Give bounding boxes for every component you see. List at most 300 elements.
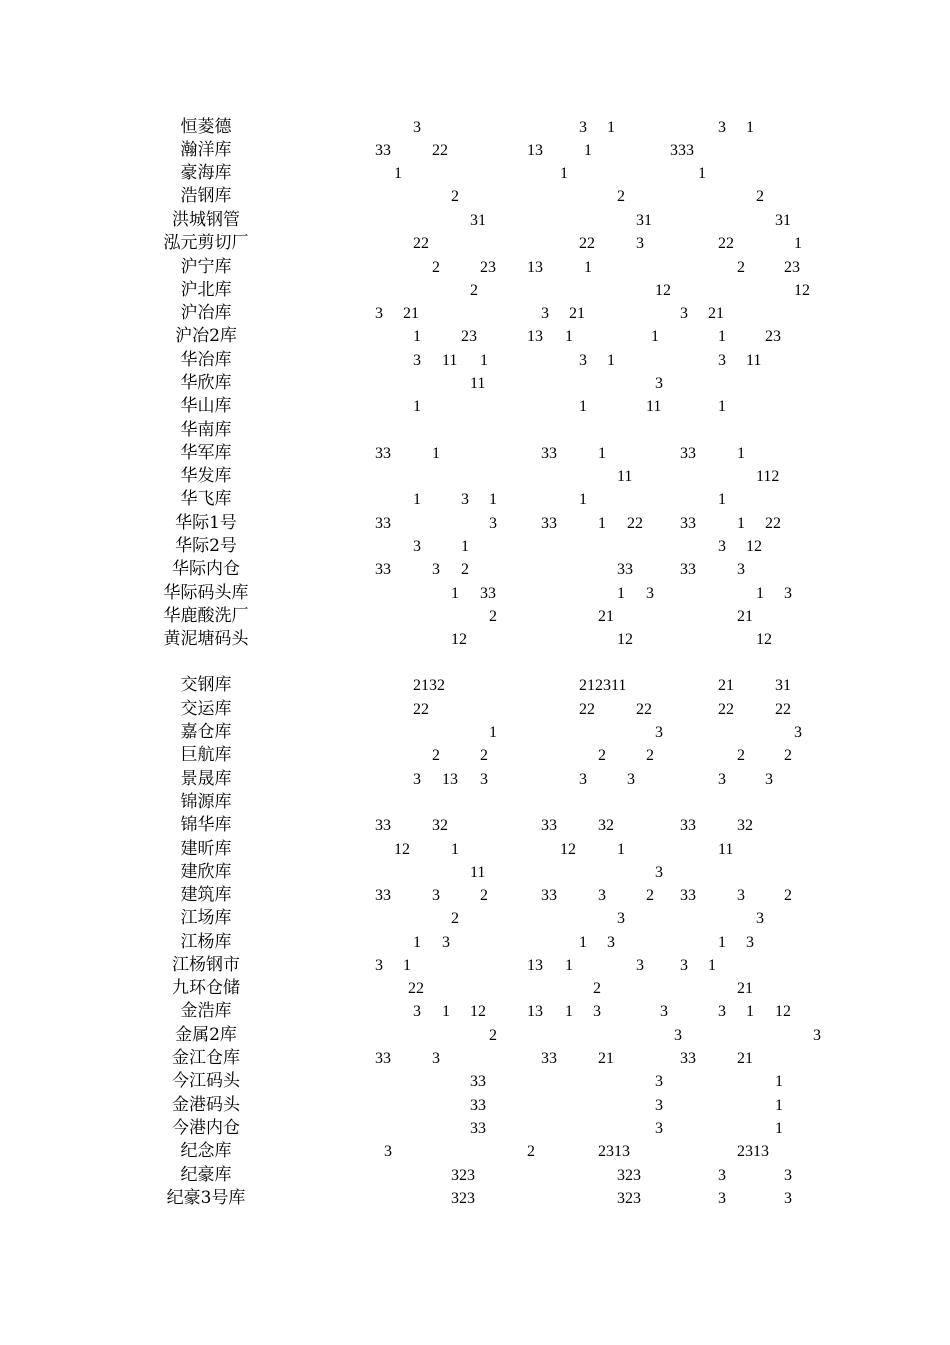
warehouse-name: 华际1号: [175, 513, 237, 533]
code-cell: 1: [708, 957, 716, 974]
code-cell: 31: [470, 212, 486, 229]
table-row: [0, 512, 950, 535]
code-cell: 3: [579, 119, 587, 136]
code-cell: 3: [784, 1190, 792, 1207]
code-cell: 13: [527, 142, 543, 159]
code-cell: 2313: [598, 1143, 630, 1160]
code-cell: 33: [470, 1097, 486, 1114]
table-row: [0, 279, 950, 302]
code-cell: 23: [461, 328, 477, 345]
code-cell: 33: [375, 561, 391, 578]
code-cell: 1: [394, 165, 402, 182]
code-cell: 1: [565, 1003, 573, 1020]
code-cell: 1: [565, 328, 573, 345]
warehouse-name: 沪冶库: [180, 303, 232, 323]
code-cell: 323: [451, 1167, 475, 1184]
table-row: [0, 954, 950, 977]
code-cell: 2: [480, 747, 488, 764]
code-cell: 33: [375, 142, 391, 159]
code-cell: 22: [413, 701, 429, 718]
warehouse-name: 华冶库: [180, 350, 232, 370]
code-cell: 1: [607, 352, 615, 369]
code-cell: 323: [451, 1190, 475, 1207]
code-cell: 11: [718, 841, 734, 858]
code-cell: 1: [718, 934, 726, 951]
code-cell: 33: [541, 817, 557, 834]
code-cell: 33: [680, 561, 696, 578]
code-cell: 112: [756, 468, 780, 485]
code-cell: 1: [403, 957, 411, 974]
warehouse-name: 华欣库: [180, 373, 232, 393]
code-cell: 3: [784, 1167, 792, 1184]
code-cell: 22: [432, 142, 448, 159]
code-cell: 1: [737, 445, 745, 462]
code-cell: 1: [775, 1073, 783, 1090]
table-row: [0, 558, 950, 581]
code-cell: 22: [718, 235, 734, 252]
code-cell: 2: [784, 887, 792, 904]
code-cell: 2: [756, 188, 764, 205]
code-cell: 21: [403, 305, 419, 322]
code-cell: 33: [480, 585, 496, 602]
code-cell: 23: [765, 328, 781, 345]
code-cell: 3: [461, 491, 469, 508]
warehouse-name: 沪北库: [180, 280, 232, 300]
code-cell: 2: [451, 188, 459, 205]
code-cell: 3: [718, 771, 726, 788]
code-cell: 11: [470, 864, 486, 881]
table-row: [0, 791, 950, 814]
code-cell: 1: [461, 538, 469, 555]
code-cell: 33: [541, 887, 557, 904]
code-cell: 2: [737, 259, 745, 276]
warehouse-name: 沪宁库: [180, 257, 232, 277]
code-cell: 31: [636, 212, 652, 229]
code-cell: 3: [413, 1003, 421, 1020]
code-cell: 2: [593, 980, 601, 997]
code-cell: 22: [718, 701, 734, 718]
warehouse-name: 华际2号: [175, 536, 237, 556]
code-cell: 323: [617, 1167, 641, 1184]
code-cell: 3: [737, 561, 745, 578]
code-cell: 3: [680, 957, 688, 974]
table-row: [0, 1140, 950, 1163]
warehouse-name: 华飞库: [180, 489, 232, 509]
warehouse-name: 豪海库: [180, 163, 232, 183]
code-cell: 21: [737, 980, 753, 997]
code-cell: 3: [607, 934, 615, 951]
code-cell: 13: [527, 328, 543, 345]
warehouse-name: 建昕库: [180, 839, 232, 859]
code-cell: 1: [432, 445, 440, 462]
code-cell: 3: [579, 352, 587, 369]
code-cell: 12: [394, 841, 410, 858]
code-cell: 33: [617, 561, 633, 578]
code-cell: 32: [737, 817, 753, 834]
warehouse-name: 嘉仓库: [180, 722, 232, 742]
warehouse-name: 纪豪库: [180, 1165, 232, 1185]
code-cell: 33: [375, 887, 391, 904]
code-cell: 1: [584, 142, 592, 159]
warehouse-name: 九环仓储: [172, 978, 240, 998]
warehouse-name: 瀚洋库: [180, 140, 232, 160]
code-cell: 1: [413, 398, 421, 415]
code-cell: 32: [432, 817, 448, 834]
code-cell: 22: [775, 701, 791, 718]
table-row: [0, 605, 950, 628]
code-cell: 3: [655, 1073, 663, 1090]
warehouse-name: 华南库: [180, 420, 232, 440]
table-row: [0, 185, 950, 208]
warehouse-name: 金江仓库: [172, 1048, 240, 1068]
code-cell: 22: [765, 515, 781, 532]
code-cell: 21: [598, 608, 614, 625]
code-cell: 3: [737, 887, 745, 904]
code-cell: 33: [375, 515, 391, 532]
code-cell: 1: [451, 841, 459, 858]
table-row: [0, 628, 950, 651]
code-cell: 2: [646, 747, 654, 764]
table-row: [0, 139, 950, 162]
table-row: [0, 535, 950, 558]
table-row: [0, 209, 950, 232]
table-row: [0, 1047, 950, 1070]
code-cell: 3: [636, 235, 644, 252]
code-cell: 21: [598, 1050, 614, 1067]
table-row: [0, 838, 950, 861]
table-row: [0, 232, 950, 255]
code-cell: 22: [627, 515, 643, 532]
code-cell: 2313: [737, 1143, 769, 1160]
code-cell: 2: [432, 747, 440, 764]
code-cell: 21: [737, 1050, 753, 1067]
code-cell: 33: [375, 817, 391, 834]
warehouse-name: 江杨库: [180, 932, 232, 952]
code-cell: 3: [718, 1003, 726, 1020]
code-cell: 12: [655, 282, 671, 299]
code-cell: 3: [489, 515, 497, 532]
code-cell: 1: [579, 934, 587, 951]
code-cell: 2: [784, 747, 792, 764]
code-cell: 33: [680, 887, 696, 904]
table-row: [0, 1187, 950, 1210]
code-cell: 1: [651, 328, 659, 345]
warehouse-name: 景晟库: [180, 769, 232, 789]
warehouse-name: 交钢库: [180, 675, 232, 695]
table-row: [0, 349, 950, 372]
code-cell: 3: [718, 352, 726, 369]
warehouse-name: 今港内仓: [172, 1118, 240, 1138]
code-cell: 13: [527, 259, 543, 276]
code-cell: 23: [784, 259, 800, 276]
code-cell: 21: [569, 305, 585, 322]
code-cell: 21: [708, 305, 724, 322]
code-cell: 3: [593, 1003, 601, 1020]
code-cell: 12: [746, 538, 762, 555]
code-cell: 22: [636, 701, 652, 718]
code-cell: 1: [617, 841, 625, 858]
table-row: [0, 325, 950, 348]
code-cell: 3: [413, 538, 421, 555]
warehouse-name: 金港码头: [172, 1095, 240, 1115]
warehouse-name: 恒菱德: [180, 117, 232, 137]
code-cell: 13: [527, 957, 543, 974]
code-cell: 3: [432, 887, 440, 904]
code-cell: 1: [718, 491, 726, 508]
code-cell: 31: [775, 212, 791, 229]
warehouse-name: 锦源库: [180, 792, 232, 812]
code-cell: 1: [413, 491, 421, 508]
code-cell: 11: [470, 375, 486, 392]
warehouse-name: 洪城钢管: [172, 210, 240, 230]
warehouse-name: 华鹿酸洗厂: [163, 606, 249, 626]
code-cell: 3: [655, 1097, 663, 1114]
code-cell: 12: [560, 841, 576, 858]
table-row: [0, 861, 950, 884]
table-row: [0, 256, 950, 279]
warehouse-name: 纪豪3号库: [166, 1188, 246, 1208]
warehouse-name: 华际码头库: [163, 583, 249, 603]
table-row: [0, 1094, 950, 1117]
code-cell: 22: [579, 235, 595, 252]
warehouse-name: 江场库: [180, 908, 232, 928]
warehouse-name: 今江码头: [172, 1071, 240, 1091]
code-cell: 3: [718, 1167, 726, 1184]
table-row: [0, 302, 950, 325]
code-cell: 3: [384, 1143, 392, 1160]
table-row: [0, 116, 950, 139]
code-cell: 11: [746, 352, 762, 369]
table-row: [0, 884, 950, 907]
code-cell: 1: [775, 1120, 783, 1137]
code-cell: 2132: [413, 677, 445, 694]
code-cell: 1: [756, 585, 764, 602]
code-cell: 22: [408, 980, 424, 997]
code-cell: 11: [646, 398, 662, 415]
warehouse-name: 泓元剪切厂: [163, 233, 249, 253]
table-row: [0, 372, 950, 395]
code-cell: 3: [413, 771, 421, 788]
code-cell: 33: [470, 1120, 486, 1137]
table-row: [0, 768, 950, 791]
code-cell: 3: [413, 352, 421, 369]
table-row: [0, 395, 950, 418]
code-cell: 3: [655, 375, 663, 392]
code-cell: 3: [674, 1027, 682, 1044]
code-cell: 1: [718, 398, 726, 415]
code-cell: 13: [442, 771, 458, 788]
code-cell: 21: [718, 677, 734, 694]
code-cell: 333: [670, 142, 694, 159]
code-cell: 1: [718, 328, 726, 345]
code-cell: 31: [775, 677, 791, 694]
warehouse-name: 华发库: [180, 466, 232, 486]
code-cell: 2: [598, 747, 606, 764]
warehouse-name: 锦华库: [180, 815, 232, 835]
code-cell: 1: [579, 491, 587, 508]
code-cell: 23: [480, 259, 496, 276]
code-cell: 11: [617, 468, 633, 485]
code-cell: 1: [607, 119, 615, 136]
code-cell: 3: [680, 305, 688, 322]
table-row: [0, 931, 950, 954]
code-cell: 1: [442, 1003, 450, 1020]
code-cell: 3: [813, 1027, 821, 1044]
code-cell: 2: [451, 910, 459, 927]
code-cell: 3: [660, 1003, 668, 1020]
warehouse-name: 金浩库: [180, 1001, 232, 1021]
table-row: [0, 162, 950, 185]
table-row: [0, 1000, 950, 1023]
code-cell: 3: [432, 561, 440, 578]
code-cell: 3: [765, 771, 773, 788]
code-cell: 2: [489, 608, 497, 625]
table-row: [0, 744, 950, 767]
code-cell: 1: [746, 119, 754, 136]
code-cell: 3: [756, 910, 764, 927]
code-cell: 33: [680, 445, 696, 462]
code-cell: 3: [627, 771, 635, 788]
code-cell: 2: [489, 1027, 497, 1044]
code-cell: 2: [480, 887, 488, 904]
code-cell: 11: [442, 352, 458, 369]
code-cell: 3: [655, 1120, 663, 1137]
code-cell: 1: [598, 515, 606, 532]
warehouse-name: 巨航库: [180, 745, 232, 765]
code-cell: 2: [470, 282, 478, 299]
code-cell: 3: [636, 957, 644, 974]
table-row: [0, 977, 950, 1000]
warehouse-name: 沪冶2库: [175, 326, 237, 346]
code-cell: 1: [617, 585, 625, 602]
code-cell: 323: [617, 1190, 641, 1207]
warehouse-name: 建筑库: [180, 885, 232, 905]
warehouse-name: 黄泥塘码头: [163, 629, 249, 649]
table-row: [0, 1070, 950, 1093]
code-cell: 3: [413, 119, 421, 136]
table-row: [0, 465, 950, 488]
table-row: [0, 488, 950, 511]
warehouse-name: 建欣库: [180, 862, 232, 882]
code-cell: 1: [489, 724, 497, 741]
code-cell: 1: [413, 328, 421, 345]
code-cell: 22: [413, 235, 429, 252]
code-cell: 3: [480, 771, 488, 788]
code-cell: 3: [784, 585, 792, 602]
code-cell: 33: [680, 515, 696, 532]
code-cell: 3: [375, 305, 383, 322]
table-row: [0, 442, 950, 465]
warehouse-name: 华际内仓: [172, 559, 240, 579]
code-cell: 3: [541, 305, 549, 322]
code-cell: 3: [718, 1190, 726, 1207]
code-cell: 2: [461, 561, 469, 578]
code-cell: 1: [775, 1097, 783, 1114]
code-cell: 1: [560, 165, 568, 182]
code-cell: 2: [617, 188, 625, 205]
code-cell: 33: [375, 445, 391, 462]
code-cell: 33: [541, 1050, 557, 1067]
code-cell: 12: [794, 282, 810, 299]
code-cell: 12: [470, 1003, 486, 1020]
code-cell: 33: [680, 1050, 696, 1067]
table-row: [0, 1024, 950, 1047]
code-cell: 33: [680, 817, 696, 834]
code-cell: 1: [737, 515, 745, 532]
code-cell: 12: [451, 631, 467, 648]
warehouse-name: 华军库: [180, 443, 232, 463]
code-cell: 12: [617, 631, 633, 648]
code-cell: 3: [442, 934, 450, 951]
code-cell: 1: [413, 934, 421, 951]
code-cell: 1: [746, 1003, 754, 1020]
code-cell: 3: [655, 724, 663, 741]
warehouse-name: 金属2库: [175, 1025, 237, 1045]
code-cell: 12: [775, 1003, 791, 1020]
code-cell: 3: [746, 934, 754, 951]
code-cell: 33: [375, 1050, 391, 1067]
code-cell: 1: [579, 398, 587, 415]
table-row: [0, 814, 950, 837]
code-cell: 1: [794, 235, 802, 252]
code-cell: 2: [737, 747, 745, 764]
code-cell: 3: [655, 864, 663, 881]
code-cell: 21: [737, 608, 753, 625]
code-cell: 33: [541, 515, 557, 532]
code-cell: 1: [565, 957, 573, 974]
code-cell: 1: [598, 445, 606, 462]
code-cell: 2: [646, 887, 654, 904]
code-cell: 3: [432, 1050, 440, 1067]
table-row: [0, 674, 950, 697]
code-cell: 212311: [579, 677, 627, 694]
table-row: [0, 907, 950, 930]
code-cell: 3: [598, 887, 606, 904]
warehouse-name: 纪念库: [180, 1141, 232, 1161]
table-row: [0, 419, 950, 442]
warehouse-name: 浩钢库: [180, 186, 232, 206]
code-cell: 3: [646, 585, 654, 602]
code-cell: 2: [527, 1143, 535, 1160]
code-cell: 3: [617, 910, 625, 927]
warehouse-name: 华山库: [180, 396, 232, 416]
table-row: [0, 1164, 950, 1187]
table-row: [0, 721, 950, 744]
code-cell: 33: [470, 1073, 486, 1090]
code-cell: 1: [451, 585, 459, 602]
code-cell: 1: [584, 259, 592, 276]
warehouse-name: 交运库: [180, 699, 232, 719]
code-cell: 3: [794, 724, 802, 741]
code-cell: 2: [432, 259, 440, 276]
code-cell: 3: [579, 771, 587, 788]
code-cell: 1: [480, 352, 488, 369]
code-cell: 12: [756, 631, 772, 648]
warehouse-name: 江杨钢市: [172, 955, 240, 975]
table-row: [0, 698, 950, 721]
code-cell: 32: [598, 817, 614, 834]
code-cell: 1: [489, 491, 497, 508]
code-cell: 33: [541, 445, 557, 462]
code-cell: 13: [527, 1003, 543, 1020]
code-cell: 22: [579, 701, 595, 718]
code-cell: 3: [375, 957, 383, 974]
code-cell: 3: [718, 119, 726, 136]
table-row: [0, 582, 950, 605]
code-cell: 3: [718, 538, 726, 555]
code-cell: 1: [698, 165, 706, 182]
table-row: [0, 1117, 950, 1140]
